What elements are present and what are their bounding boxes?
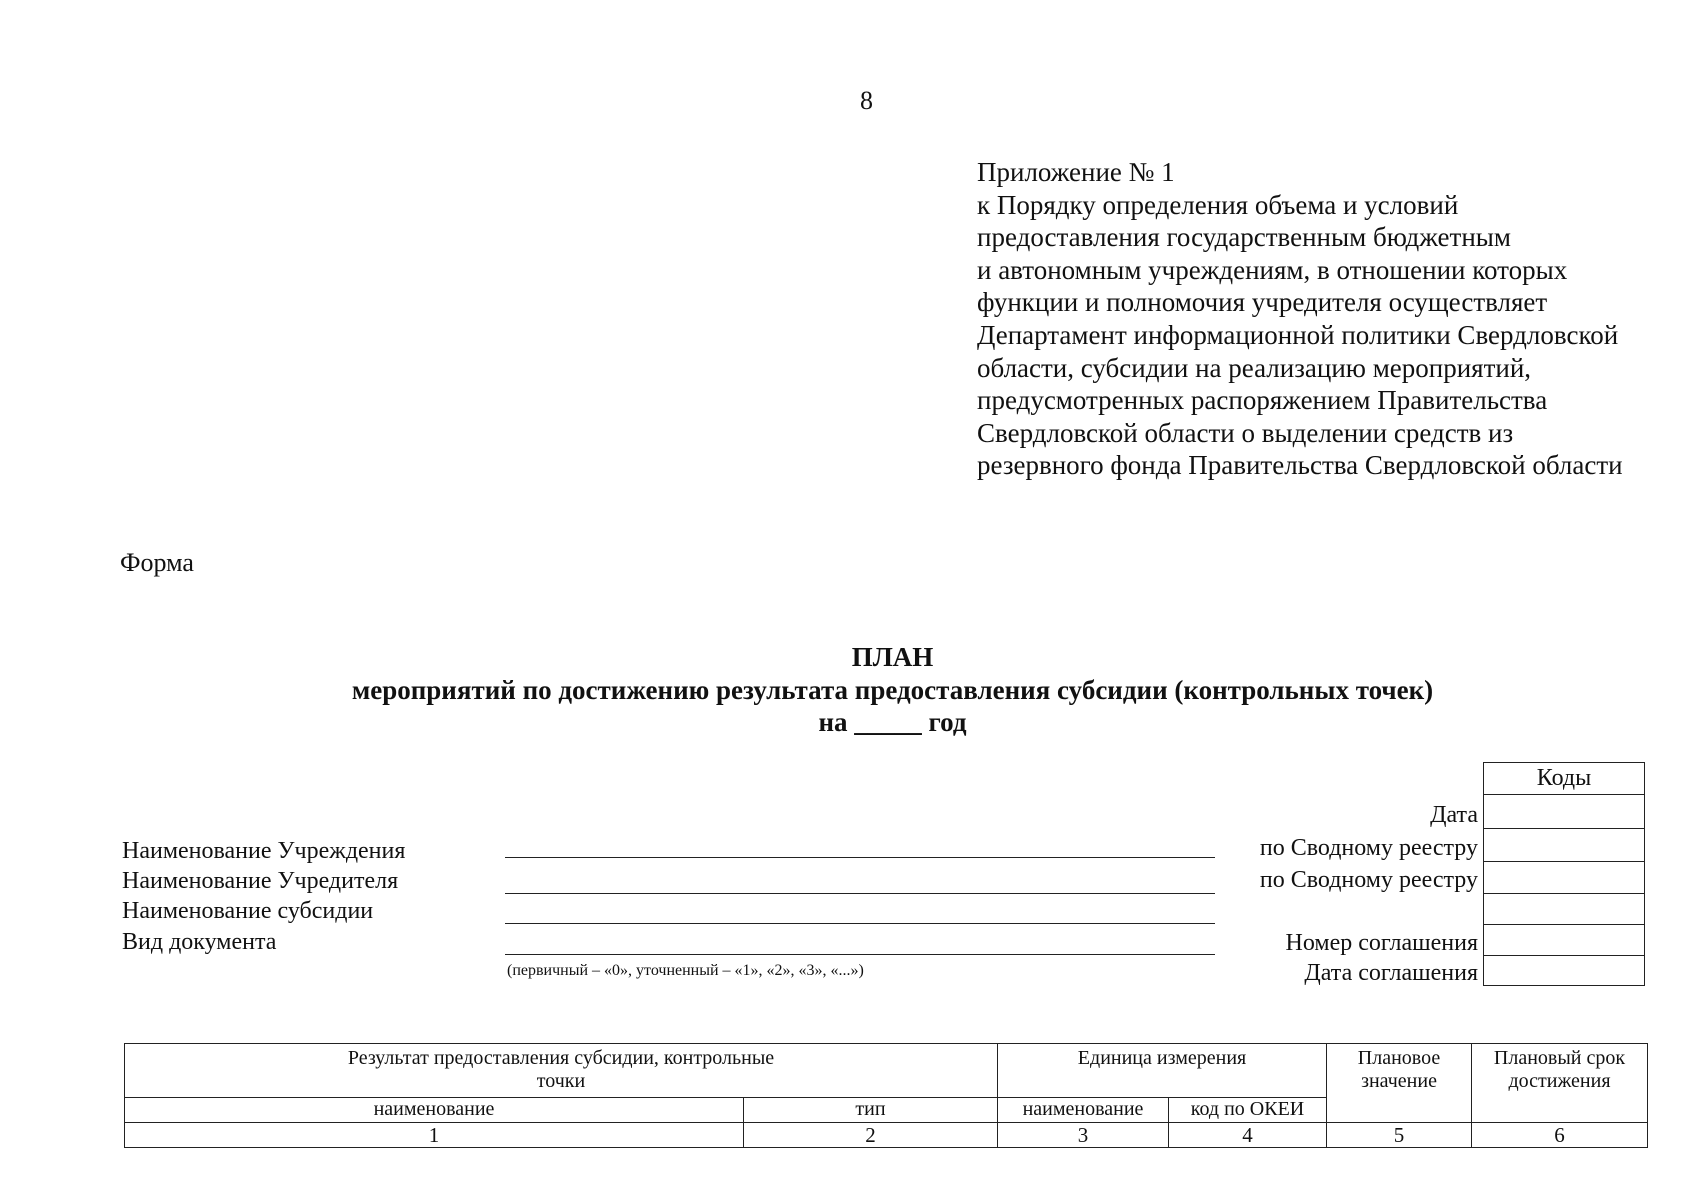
- col-unit-name-header: наименование: [998, 1098, 1169, 1123]
- appendix-line: Департамент информационной политики Свердловской: [977, 319, 1619, 350]
- registry-label-1: по Сводному реестру: [1259, 835, 1478, 861]
- document-year-line: на _____ год: [818, 707, 967, 737]
- appendix-line: к Порядку определения объема и условий: [977, 189, 1459, 220]
- plan-value-text: Плановое значение: [1357, 1047, 1441, 1092]
- appendix-line: предусмотренных распоряжением Правительства: [977, 385, 1548, 416]
- founder-field-line[interactable]: [505, 893, 1215, 894]
- column-number: 1: [125, 1123, 744, 1148]
- code-agreement-date-cell[interactable]: [1484, 956, 1645, 986]
- result-header: [125, 1044, 998, 1098]
- institution-label: Наименование Учреждения: [122, 838, 406, 864]
- appendix-line: предоставления государственным бюджетным: [977, 222, 1511, 253]
- institution-field-line[interactable]: [505, 857, 1215, 858]
- code-registry-cell-2[interactable]: [1484, 862, 1645, 894]
- page-number: 8: [860, 86, 873, 115]
- col-name-header: наименование: [125, 1098, 744, 1123]
- agreement-date-label: Дата соглашения: [1304, 960, 1478, 986]
- registry-label-2: по Сводному реестру: [1259, 867, 1478, 893]
- code-agreement-number-cell[interactable]: [1484, 925, 1645, 956]
- col-type-header: тип: [744, 1098, 998, 1123]
- appendix-block: [977, 156, 1677, 482]
- column-number: 2: [744, 1123, 998, 1148]
- code-registry-cell-1[interactable]: [1484, 829, 1645, 862]
- appendix-line: резервного фонда Правительства Свердловской области: [977, 450, 1623, 481]
- column-number: 4: [1169, 1123, 1327, 1148]
- appendix-line: функции и полномочия учредителя осуществляет: [977, 287, 1548, 318]
- codes-table: [1483, 762, 1645, 986]
- doc-type-label: Вид документа: [122, 929, 277, 955]
- form-label: Форма: [120, 548, 194, 577]
- document-subtitle: мероприятий по достижению результата предоставления субсидии (контрольных точек): [351, 675, 1434, 705]
- plan-term-text: Плановый срок достижения: [1493, 1047, 1626, 1092]
- doc-type-field-line[interactable]: [505, 954, 1215, 955]
- agreement-number-label: Номер соглашения: [1285, 930, 1478, 956]
- plan-table: [124, 1043, 1648, 1148]
- code-date-cell[interactable]: [1484, 795, 1645, 829]
- column-number: 5: [1327, 1123, 1472, 1148]
- founder-label: Наименование Учредителя: [122, 868, 399, 894]
- subsidy-field-line[interactable]: [505, 923, 1215, 924]
- appendix-line: и автономным учреждениям, в отношении которых: [977, 254, 1568, 285]
- subsidy-label: Наименование субсидии: [122, 898, 374, 924]
- result-header-text: Результат предоставления субсидии, контрольные точки: [347, 1047, 775, 1092]
- unit-header-text: Единица измерения: [1077, 1047, 1247, 1069]
- appendix-line: области, субсидии на реализацию мероприятий,: [977, 352, 1532, 383]
- column-number: 6: [1472, 1123, 1648, 1148]
- codes-header: Коды: [1484, 763, 1645, 795]
- plan-value-header: [1327, 1044, 1472, 1123]
- date-label: Дата: [1430, 802, 1478, 828]
- col-okei-header: код по ОКЕИ: [1169, 1098, 1327, 1123]
- unit-header: [998, 1044, 1327, 1098]
- appendix-line: Приложение № 1: [977, 157, 1175, 187]
- document-title: ПЛАН: [851, 642, 934, 672]
- doc-type-hint: (первичный – «0», уточненный – «1», «2», «3», «...»): [507, 962, 864, 979]
- code-empty-cell[interactable]: [1484, 894, 1645, 925]
- appendix-line: Свердловской области о выделении средств из: [977, 417, 1514, 448]
- plan-term-header: [1472, 1044, 1648, 1123]
- column-number: 3: [998, 1123, 1169, 1148]
